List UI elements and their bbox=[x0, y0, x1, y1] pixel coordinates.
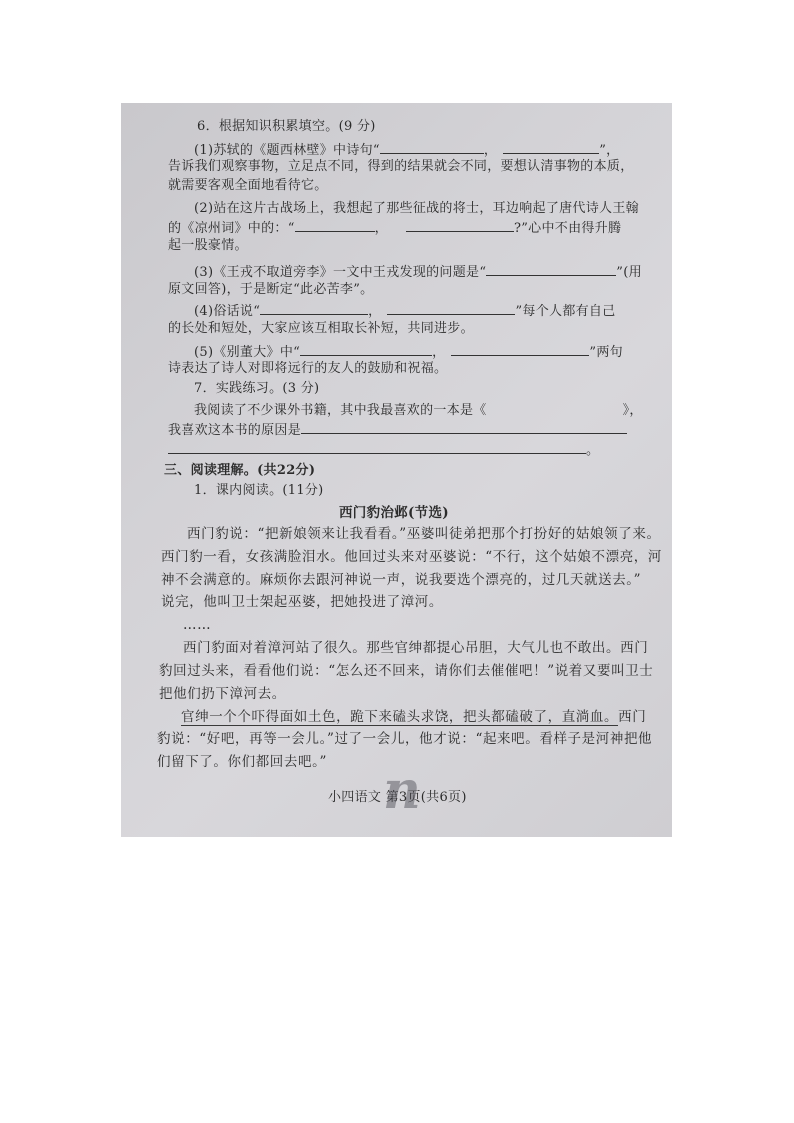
page-footer: 小四语文 第3页(共6页) bbox=[328, 790, 467, 805]
question-7-heading: 7．实践练习。(3 分) bbox=[194, 381, 320, 396]
passage-title: 西门豹治邺(节选) bbox=[339, 505, 449, 521]
exam-page-photo bbox=[121, 103, 672, 837]
section-3-subheading: 1．课内阅读。(11分) bbox=[194, 483, 324, 498]
q6-item-3-line-2: 原文回答)，于是断定“此必苦李”。 bbox=[168, 282, 374, 297]
answer-blank[interactable] bbox=[260, 302, 368, 315]
answer-blank[interactable] bbox=[380, 141, 484, 154]
passage-para-3-line-3: 们留下了。你们都回去吧。” bbox=[157, 754, 327, 770]
q6-item-5-line-1: (5)《别董大》中“ ， ”两句 bbox=[194, 345, 623, 360]
question-6-heading: 6．根据知识积累填空。(9 分) bbox=[197, 119, 376, 134]
section-3-heading: 三、阅读理解。(共22分) bbox=[164, 463, 316, 478]
q6-item-4-line-1: (4)俗话说“ ， ”每个人都有自己 bbox=[194, 304, 616, 319]
q6-item-5-line-2: 诗表达了诗人对即将远行的友人的鼓励和祝福。 bbox=[168, 361, 448, 376]
answer-blank[interactable] bbox=[387, 302, 515, 315]
q6-item-1-line-3: 就需要客观全面地看待它。 bbox=[168, 178, 328, 193]
passage-para-1-line-1: 西门豹说：“把新娘领来让我看看。”巫婆叫徒弟把那个打扮好的姑娘领了来。 bbox=[187, 526, 661, 542]
answer-blank[interactable] bbox=[486, 263, 616, 276]
answer-blank[interactable] bbox=[406, 219, 514, 232]
q6-item-1-line-1: (1)苏轼的《题西林壁》中诗句“ ， ”， bbox=[194, 143, 620, 158]
answer-blank[interactable] bbox=[451, 343, 589, 356]
passage-ellipsis: …… bbox=[183, 617, 212, 633]
q6-item-3-line-1: (3)《王戎不取道旁李》一文中王戎发现的问题是“ ”(用 bbox=[194, 265, 642, 280]
underlined-sentence: 官绅一个个吓得面如土色，跪下来磕头求饶，把头都磕破了，直淌血。 bbox=[181, 709, 619, 725]
q7-line-2: 我喜欢这本书的原因是 bbox=[168, 421, 627, 439]
passage-para-2-line-2: 豹回过头来，看看他们说：“怎么还不回来，请你们去催催吧！”说着又要叫卫士 bbox=[159, 663, 654, 679]
q6-item-2-line-1: (2)站在这片古战场上，我想起了那些征战的将士，耳边响起了唐代诗人王翰 bbox=[194, 201, 639, 216]
answer-blank[interactable] bbox=[295, 219, 375, 232]
q6-item-2-line-3: 起一股豪情。 bbox=[168, 238, 248, 253]
passage-para-1-line-3: 神不会满意的。麻烦你去跟河神说一声，说我要选个漂亮的，过几天就送去。” bbox=[161, 572, 642, 588]
passage-para-1-line-4: 说完，他叫卫士架起巫婆，把她投进了漳河。 bbox=[161, 594, 443, 610]
answer-blank[interactable] bbox=[300, 343, 432, 356]
q6-item-2-line-2: 的《凉州词》中的：“ ， ?”心中不由得升腾 bbox=[168, 221, 622, 236]
passage-para-3-line-2: 豹说：“好吧，再等一会儿。”过了一会儿，他才说：“起来吧。看样子是河神把他 bbox=[157, 731, 653, 747]
reason-blank-2[interactable] bbox=[168, 441, 586, 454]
passage-para-2-line-1: 西门豹面对着漳河站了很久。那些官绅都提心吊胆，大气儿也不敢出。西门 bbox=[183, 640, 649, 656]
passage-para-1-line-2: 西门豹一看，女孩满脸泪水。他回过头来对巫婆说：“不行，这个姑娘不漂亮，河 bbox=[161, 549, 663, 565]
answer-blank[interactable] bbox=[503, 141, 599, 154]
q6-item-1-line-2: 告诉我们观察事物，立足点不同，得到的结果就会不同，要想认清事物的本质， bbox=[168, 159, 634, 174]
passage-para-3-line-1: 官绅一个个吓得面如土色，跪下来磕头求饶，把头都磕破了，直淌血。西门 bbox=[181, 709, 647, 725]
q7-line-1: 我阅读了不少课外书籍，其中我最喜欢的一本是《 》， bbox=[194, 403, 643, 418]
q7-line-3: 。 bbox=[168, 441, 599, 459]
passage-para-2-line-3: 把他们扔下漳河去。 bbox=[159, 686, 286, 702]
q6-item-4-line-2: 的长处和短处，大家应该互相取长补短，共同进步。 bbox=[168, 321, 474, 336]
reason-blank[interactable] bbox=[301, 421, 627, 434]
watermark-logo: n bbox=[383, 760, 415, 821]
